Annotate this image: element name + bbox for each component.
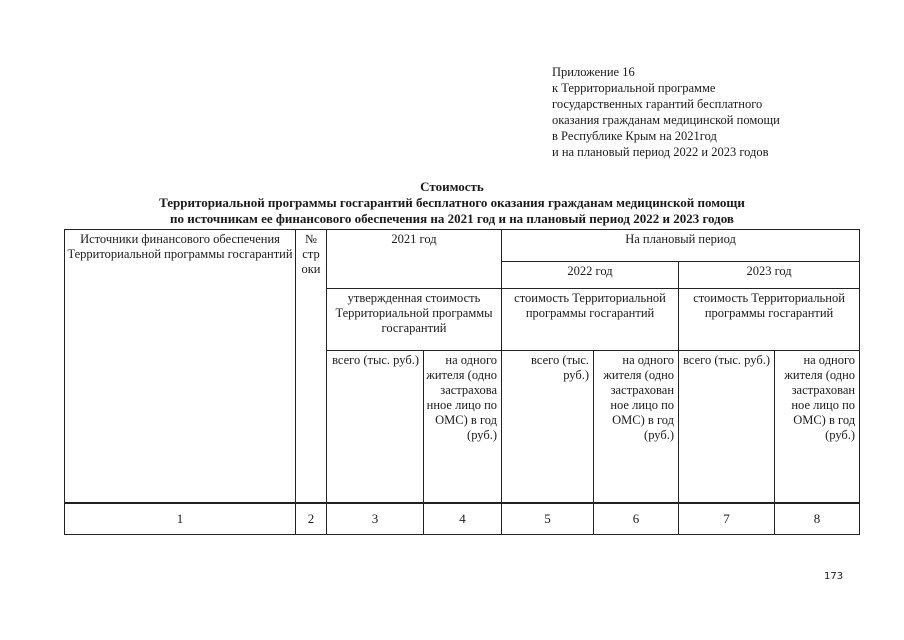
header-per-capita-2021: на одного жителя (одно застрахова нное лицо по ОМС) в год (руб.) — [424, 351, 502, 503]
column-number: 3 — [327, 503, 424, 535]
cost-table — [64, 229, 860, 535]
header-per-capita-2023: на одного жителя (одно застрахован ное лицо по ОМС) в год (руб.) — [775, 351, 860, 503]
header-year-2022: 2022 год — [502, 262, 679, 289]
column-number: 6 — [594, 503, 679, 535]
column-number: 1 — [65, 503, 296, 535]
document-title — [0, 179, 904, 227]
column-number: 4 — [424, 503, 502, 535]
header-cost-2023: стоимость Территориальной программы госгарантий — [679, 289, 860, 351]
header-total-2021: всего (тыс. руб.) — [327, 351, 424, 503]
header-total-2023: всего (тыс. руб.) — [679, 351, 775, 503]
appendix-note — [552, 64, 780, 160]
column-number: 8 — [775, 503, 860, 535]
appendix-line: Приложение 16 — [552, 65, 635, 79]
header-row-number: № стр оки — [296, 230, 327, 503]
header-year-2023: 2023 год — [679, 262, 860, 289]
column-number: 7 — [679, 503, 775, 535]
appendix-line: оказания гражданам медицинской помощи — [552, 113, 780, 127]
title-line: Стоимость — [420, 179, 484, 194]
header-planned-period: На плановый период — [502, 230, 860, 262]
page-number: 173 — [824, 571, 844, 582]
header-year-2021: 2021 год — [327, 230, 502, 289]
header-per-capita-2022: на одного жителя (одно застрахован ное лицо по ОМС) в год (руб.) — [594, 351, 679, 503]
title-line: Территориальной программы госгарантий бесплатного оказания гражданам медицинской помощи — [159, 195, 745, 210]
title-line: по источникам ее финансового обеспечения на 2021 год и на плановый период 2022 и 2023 годов — [170, 211, 734, 226]
header-total-2022: всего (тыс. руб.) — [502, 351, 594, 503]
column-number: 5 — [502, 503, 594, 535]
header-cost-2022: стоимость Территориальной программы госгарантий — [502, 289, 679, 351]
column-number: 2 — [296, 503, 327, 535]
header-source: Источники финансового обеспечения Территориальной программы госгарантий — [65, 230, 296, 503]
header-cost-2021: утвержденная стоимость Территориальной программы госгарантий — [327, 289, 502, 351]
appendix-line: государственных гарантий бесплатного — [552, 97, 763, 111]
appendix-line: к Территориальной программе — [552, 81, 716, 95]
appendix-line: в Республике Крым на 2021год — [552, 129, 717, 143]
appendix-line: и на плановый период 2022 и 2023 годов — [552, 145, 769, 159]
